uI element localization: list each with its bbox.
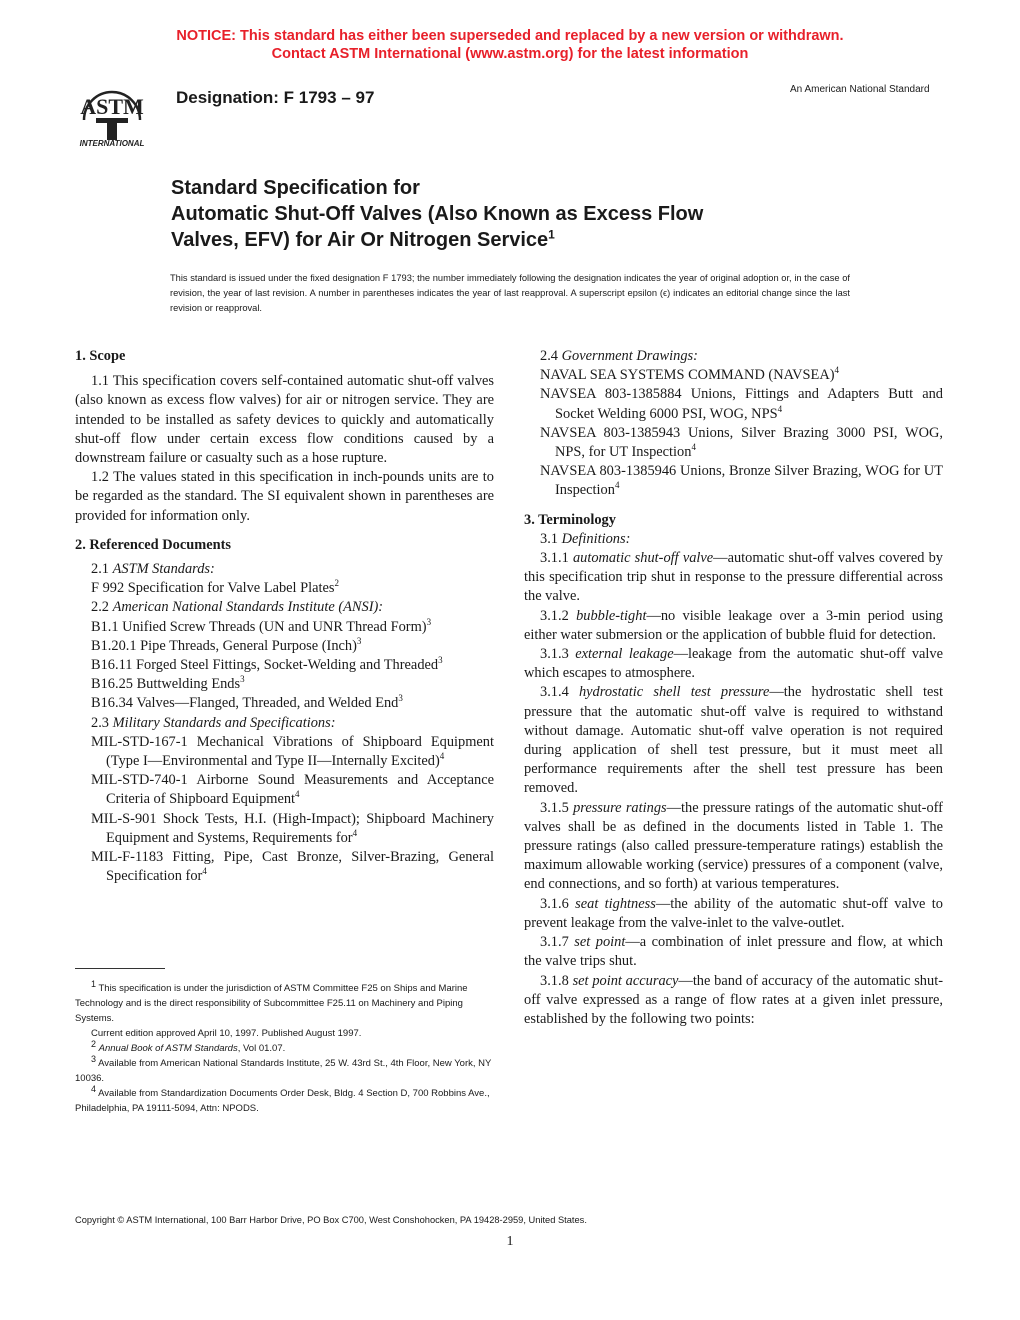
ref-b1-20-1: B1.20.1 Pipe Threads, General Purpose (Inch)$^3$	[91, 636, 362, 654]
footnote-4: $^4$ Available from Standardization Documents Order Desk, Bldg. 4 Section D, 700 Robbins Ave., Philadelphia, PA 19111-5094, Attn: NPODS.	[75, 1083, 490, 1114]
withdrawal-notice	[0, 27, 1020, 63]
footnote-3: $^3$ Available from American National Standards Institute, 25 W. 43rd St., 4th Floor, New York, NY 10036.	[75, 1053, 492, 1084]
footnote-rule	[75, 968, 165, 969]
footnote-1-edition: Current edition approved April 10, 1997. Published August 1997.	[91, 1028, 362, 1039]
ref-navsea-1385943: NAVSEA 803-1385943 Unions, Silver Brazing 3000 PSI, WOG, NPS, for UT Inspection$^4$	[540, 424, 943, 461]
ref-b1-1: B1.1 Unified Screw Threads (UN and UNR Thread Form)$^3$	[91, 616, 432, 635]
def-3-1-4: 3.1.4 hydrostatic shell test pressure—the hydrostatic shell test pressure that the automatic shut-off valve is required to withstand without damage. Automatic shut-off valve operation is not required during application of shell test pressure, but it must meet all performance requirements after the shell test pressure has been removed.	[524, 684, 944, 797]
section-scope-heading: 1. Scope	[75, 348, 126, 364]
ref-mil-std-167: MIL-STD-167-1 Mechanical Vibrations of Shipboard Equipment (Type I—Environmental and Type II—Internally Excited)$^4$	[91, 733, 494, 770]
document-title	[171, 175, 871, 253]
ref-mil-s-901: MIL-S-901 Shock Tests, H.I. (High-Impact); Shipboard Machinery Equipment and Systems, Requirements for$^4$	[91, 810, 494, 846]
def-3-1-7: 3.1.7 set point—a combination of inlet pressure and flow, at which the valve trips shut.	[524, 934, 943, 970]
def-3-1-8: 3.1.8 set point accuracy—the band of accuracy of the automatic shut-off valve expressed as a range of flow rates at a given inlet pressure, established by the following two points:	[524, 972, 943, 1027]
title-line-2: Automatic Shut-Off Valves (Also Known as Excess Flow	[171, 203, 704, 225]
notice-line-2: Contact ASTM International (www.astm.org) for the latest information	[271, 46, 749, 62]
ref-mil-std-740: MIL-STD-740-1 Airborne Sound Measurements and Acceptance Criteria of Shipboard Equipment$^4$	[91, 772, 494, 808]
ref-b16-11: B16.11 Forged Steel Fittings, Socket-Welding and Threaded$^3$	[91, 655, 443, 674]
astm-logo-icon	[64, 74, 160, 148]
para-2-2: 2.2 American National Standards Institute (ANSI):	[91, 599, 384, 616]
para-2-3: 2.3 Military Standards and Specifications:	[91, 714, 336, 731]
para-1-2: 1.2 The values stated in this specification in inch-pounds units are to be regarded as the standard. The SI equivalent shown in parentheses are provided for information only.	[75, 469, 494, 524]
footnotes	[75, 978, 494, 1116]
left-column	[75, 347, 494, 886]
logo-text: ASTM	[80, 94, 144, 119]
def-3-1-5: 3.1.5 pressure ratings—the pressure ratings of the automatic shut-off valves shall be as defined in the documents listed in Table 1. The pressure ratings (also called pressure-temperature ratings) establish the maximum allowable working (service) pressures of a component (valve, end connections, and so forth) at various temperatures.	[524, 799, 943, 893]
notice-line-1: NOTICE: This standard has either been superseded and replaced by a new version or withdrawn.	[176, 28, 844, 44]
para-2-4: 2.4 Government Drawings:	[540, 348, 698, 364]
para-2-1: 2.1 ASTM Standards:	[91, 561, 215, 578]
section-refdocs-heading: 2. Referenced Documents	[75, 536, 231, 553]
para-3-1: 3.1 Definitions:	[540, 530, 631, 547]
ref-navsea-1385884: NAVSEA 803-1385884 Unions, Fittings and Adapters Butt and Socket Welding 6000 PSI, WOG, NPS$^4$	[540, 386, 943, 422]
title-footnote-mark: 1	[548, 227, 555, 242]
page-number: 1	[506, 1234, 514, 1249]
ref-f992: F 992 Specification for Valve Label Plates$^2$	[91, 578, 340, 597]
right-column	[524, 347, 943, 1029]
american-national-standard-label: An American National Standard	[790, 84, 930, 95]
def-3-1-1: 3.1.1 automatic shut-off valve—automatic shut-off valves covered by this specification trip shut in response to the pressure differential across the valve.	[524, 550, 943, 605]
def-3-1-3: 3.1.3 external leakage—leakage from the automatic shut-off valve which escapes to atmosphere.	[524, 646, 943, 682]
title-line-3: Valves, EFV) for Air Or Nitrogen Service$^1$	[171, 227, 555, 251]
copyright-line: Copyright © ASTM International, 100 Barr Harbor Drive, PO Box C700, West Conshohocken, PA 19428-2959, United States.	[75, 1215, 587, 1225]
issuance-note: This standard is issued under the fixed designation F 1793; the number immediately following the designation indicates the year of original adoption or, in the case of revision, the year of last revision. A number in parentheses indicates the year of last reapproval. A superscript epsilon (ϵ) indicates an editorial change since the last revision or reapproval.	[170, 273, 850, 313]
logo-subtext: INTERNATIONAL	[79, 139, 145, 148]
para-1-1: 1.1 This specification covers self-contained automatic shut-off valves (also known as excess flow valves) for air or nitrogen service. They are intended to be installed as safety devices to quickly and automatically shut-off flow under certain excess flow conditions caused by a downstream failure or casualty such as a hose rupture.	[75, 373, 494, 467]
ref-mil-f-1183: MIL-F-1183 Fitting, Pipe, Cast Bronze, Silver-Brazing, General Specification for$^4$	[91, 849, 494, 885]
footnote-2: $^2$ Annual Book of ASTM Standards, Vol 01.07.	[91, 1038, 286, 1054]
def-3-1-6: 3.1.6 seat tightness—the ability of the automatic shut-off valve to prevent leakage from the valve-inlet to the valve-outlet.	[524, 895, 943, 931]
ref-b16-25: B16.25 Buttwelding Ends$^3$	[91, 674, 245, 693]
title-line-1: Standard Specification for	[171, 177, 420, 199]
section-terminology-heading: 3. Terminology	[524, 511, 616, 528]
ref-navsea: NAVAL SEA SYSTEMS COMMAND (NAVSEA)$^4$	[540, 365, 840, 384]
designation: Designation: F 1793 – 97	[176, 88, 375, 107]
ref-navsea-1385946: NAVSEA 803-1385946 Unions, Bronze Silver Brazing, WOG for UT Inspection$^4$	[540, 463, 943, 499]
ref-b16-34: B16.34 Valves—Flanged, Threaded, and Welded End$^3$	[91, 693, 403, 712]
footnote-1: $^1$ This specification is under the jurisdiction of ASTM Committee F25 on Ships and Marine Technology and is the direct responsibility of Subcommittee F25.11 on Machinery and Piping Systems.	[75, 978, 468, 1024]
def-3-1-2: 3.1.2 bubble-tight—no visible leakage over a 3-min period using either water submersion or the application of bubble fluid for detection.	[524, 607, 943, 643]
